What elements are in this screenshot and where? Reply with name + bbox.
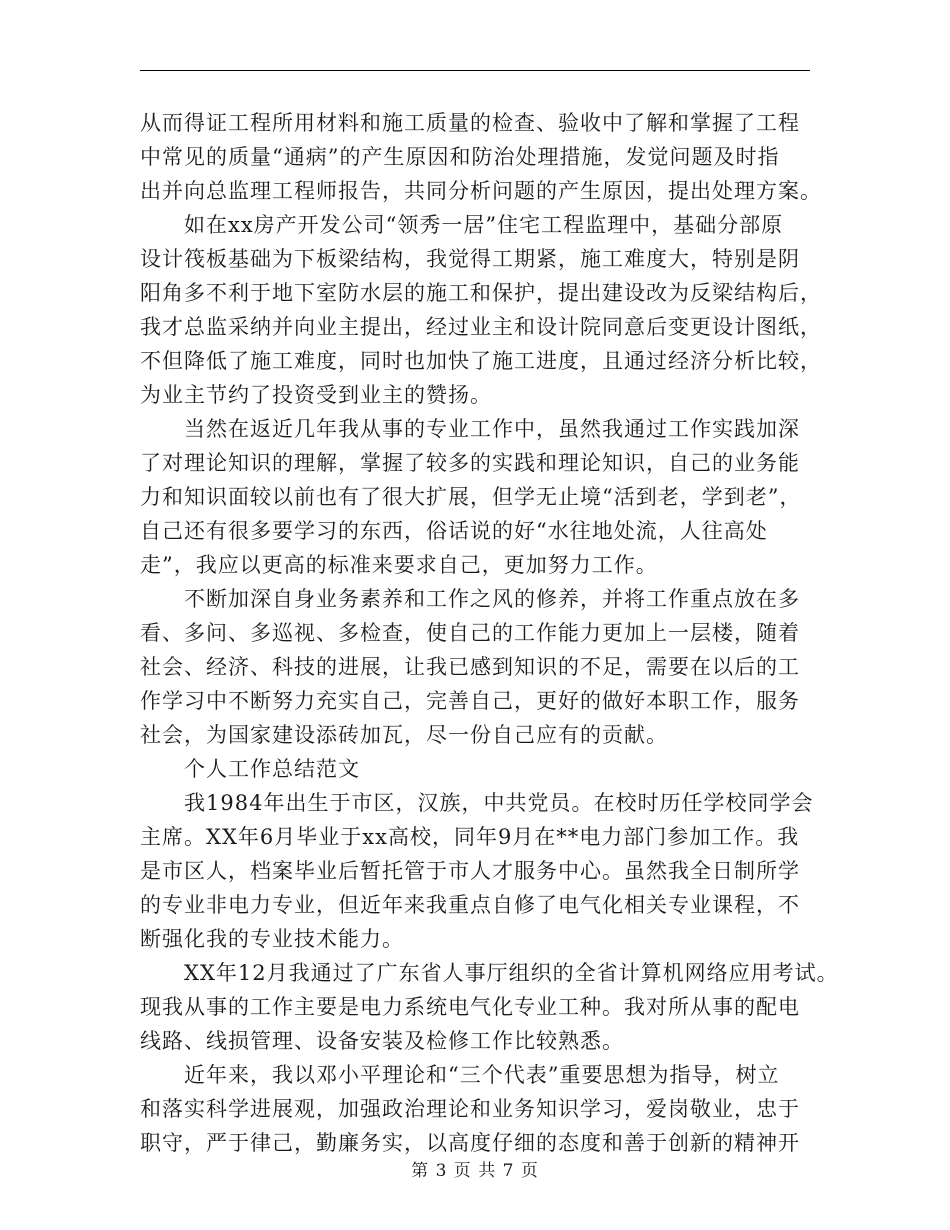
text-line: 作学习中不断努力充实自己，完善自己，更好的做好本职工作，服务	[140, 689, 800, 713]
text-line: 和落实科学进展观，加强政治理论和业务知识学习，爱岗敬业，忠于	[140, 1097, 800, 1121]
text-line: 现我从事的工作主要是电力系统电气化专业工种。我对所从事的配电	[140, 995, 800, 1019]
text-line: 主席。XX年6月毕业于xx高校，同年9月在**电力部门参加工作。我	[140, 825, 800, 849]
text-line: 职守，严于律己，勤廉务实，以高度仔细的态度和善于创新的精神开	[140, 1131, 800, 1155]
text-line: 看、多问、多巡视、多检查，使自己的工作能力更加上一层楼，随着	[140, 621, 800, 645]
text-line: 我才总监采纳并向业主提出，经过业主和设计院同意后变更设计图纸，	[140, 315, 822, 339]
text-line: 从而得证工程所用材料和施工质量的检查、验收中了解和掌握了工程	[140, 111, 800, 135]
text-line: 自己还有很多要学习的东西，俗话说的好“水往地处流，人往高处	[140, 519, 768, 543]
page-number: 第 3 页 共 7 页	[411, 1161, 539, 1181]
text-line: 设计筏板基础为下板梁结构，我觉得工期紧，施工难度大，特别是阴	[140, 247, 800, 271]
paragraph-start-line: 近年来，我以邓小平理论和“三个代表”重要思想为指导，树立	[184, 1063, 780, 1087]
paragraph-start-line: 我1984年出生于市区，汉族，中共党员。在校时历任学校同学会	[184, 791, 814, 815]
text-line: 线路、线损管理、设备安装及检修工作比较熟悉。	[140, 1029, 624, 1053]
text-line: 为业主节约了投资受到业主的赞扬。	[140, 383, 492, 407]
section-heading: 个人工作总结范文	[184, 757, 360, 781]
text-line: 断强化我的专业技术能力。	[140, 927, 404, 951]
text-line: 社会、经济、科技的进展，让我已感到知识的不足，需要在以后的工	[140, 655, 800, 679]
text-line: 力和知识面较以前也有了很大扩展，但学无止境“活到老，学到老”，	[140, 485, 802, 509]
text-line: 走”，我应以更高的标准来要求自己，更加努力工作。	[140, 553, 658, 577]
text-line: 社会，为国家建设添砖加瓦，尽一份自己应有的贡献。	[140, 723, 668, 747]
paragraph-start-line: 当然在返近几年我从事的专业工作中，虽然我通过工作实践加深	[184, 417, 800, 441]
paragraph-start-line: XX年12月我通过了广东省人事厅组织的全省计算机网络应用考试。	[184, 961, 839, 985]
text-line: 中常见的质量“通病”的产生原因和防治处理措施，发觉问题及时指	[140, 145, 780, 169]
text-line: 了对理论知识的理解，掌握了较多的实践和理论知识，自己的业务能	[140, 451, 800, 475]
text-line: 不但降低了施工难度，同时也加快了施工进度，且通过经济分析比较，	[140, 349, 822, 373]
text-line: 阳角多不利于地下室防水层的施工和保护，提出建设改为反梁结构后，	[140, 281, 822, 305]
paragraph-start-line: 不断加深自身业务素养和工作之风的修养，并将工作重点放在多	[184, 587, 800, 611]
text-line: 的专业非电力专业，但近年来我重点自修了电气化相关专业课程，不	[140, 893, 800, 917]
paragraph-start-line: 如在xx房产开发公司“领秀一居”住宅工程监理中，基础分部原	[184, 213, 784, 237]
text-line: 是市区人，档案毕业后暂托管于市人才服务中心。虽然我全日制所学	[140, 859, 800, 883]
header-rule	[140, 70, 810, 71]
text-line: 出并向总监理工程师报告，共同分析问题的产生原因，提出处理方案。	[140, 179, 822, 203]
